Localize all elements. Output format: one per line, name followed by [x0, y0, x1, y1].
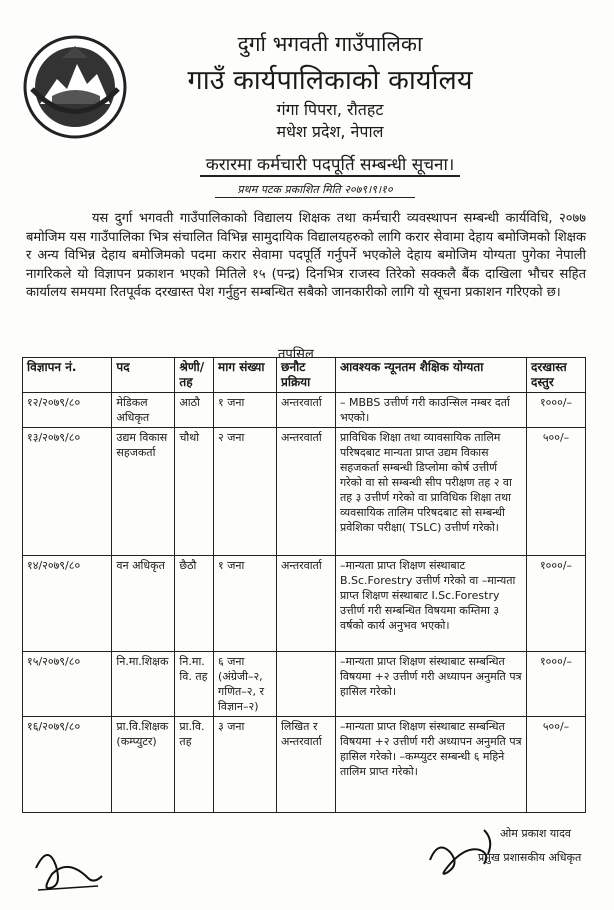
table-row	[23, 556, 586, 652]
cell-qualification: –मान्यता प्राप्त शिक्षण संस्थाबाट B.Sc.Forestry उत्तीर्ण गरेको वा –मान्यता प्राप्त शिक्षण संस्थाबाट I.Sc.Forestry उत्तीर्ण गरी सम्बन्धित विषयमा कम्तिमा ३ वर्षको कार्य अनुभव भएको।	[335, 556, 526, 652]
table-row	[23, 393, 586, 428]
cell-process	[277, 652, 336, 717]
cell-process: लिखित र अन्तरवार्ता	[277, 717, 336, 813]
nepal-government-emblem-icon	[22, 34, 128, 140]
cell-qualification: – MBBS उत्तीर्ण गरी काउन्सिल नम्बर दर्ता भएको।	[335, 393, 526, 428]
notice-body: यस दुर्गा भगवती गाउँपालिकाको विद्यालय शिक्षक तथा कर्मचारी व्यवस्थापन सम्बन्धी कार्यविधि, २०७७ बमोजिम यस गाउँपालिका भित्र संचालित विभिन्न सामुदायिक विद्यालयहरुको लागि करार सेवामा देहाय बमोजिमको शिक्षक र अन्य विभिन्न देहाय बमोजिमको पदमा करार सेवामा पदपूर्ति गर्नुपर्ने भएकोले देहाय बमोजिम योग्यता पुगेका नेपाली नागरिकले यो विज्ञापन प्रकाशन भएको मितिले १५ (पन्द्र) दिनभित्र राजस्व तिरेको सक्कलै बैंक दाखिला भौचर सहित कार्यालय समयमा रितपूर्वक दरखास्त पेश गर्नुहुन सम्बन्धित सबैको जानकारीको लागि यो सूचना प्रकाशन गरिएको छ।	[26, 211, 586, 300]
signatory-name: ओम प्रकाश यादव	[500, 827, 572, 840]
office-province: मधेश प्रदेश, नेपाल	[276, 122, 384, 141]
table-row	[23, 717, 586, 813]
table-row	[23, 652, 586, 717]
signatory-title: प्रमुख प्रशासकीय अधिकृत	[478, 851, 582, 864]
notice-title: करारमा कर्मचारी पदपूर्ति सम्बन्धी सूचना।	[200, 152, 460, 177]
cell-process: अन्तरवार्ता	[277, 556, 336, 652]
cell-count: ६ जना (अंग्रेजी–२, गणित–२, र विज्ञान–२)	[214, 652, 277, 717]
col-header-fee: दरखास्त दस्तुर	[527, 358, 586, 393]
cell-post: वन अधिकृत	[112, 556, 175, 652]
table-caption: तपसिल	[278, 347, 314, 362]
cell-count: ३ जना	[214, 717, 277, 813]
cell-ad-no: १३/२०७९/८०	[23, 428, 112, 556]
cell-ad-no: १४/२०७९/८०	[23, 556, 112, 652]
cell-fee: ५००/–	[527, 428, 586, 556]
cell-fee: ५००/–	[527, 717, 586, 813]
cell-process: अन्तरवार्ता	[277, 428, 336, 556]
cell-count: २ जना	[214, 428, 277, 556]
cell-level: चौथो	[175, 428, 214, 556]
cell-post: मेडिकल अधिकृत	[112, 393, 175, 428]
table-row	[23, 428, 586, 556]
office-name: गाउँ कार्यपालिकाको कार्यालय	[187, 65, 473, 96]
cell-post: उद्यम विकास सहजकर्ता	[112, 428, 175, 556]
first-published-date: प्रथम पटक प्रकाशित मिति २०७९।९।१०	[215, 182, 415, 198]
cell-ad-no: १५/२०७९/८०	[23, 652, 112, 717]
col-header-process: छनौट प्रक्रिया	[277, 358, 336, 393]
left-signature-icon	[28, 838, 108, 898]
cell-level: प्रा.वि. तह	[175, 717, 214, 813]
cell-level: नि.मा. वि. तह	[175, 652, 214, 717]
cell-qualification: –मान्यता प्राप्त शिक्षण संस्थाबाट सम्बन्धित विषयमा +२ उत्तीर्ण गरी अध्यापन अनुमति पत्र हासिल गरेको।	[335, 652, 526, 717]
vacancy-table	[22, 357, 586, 813]
cell-fee: १०००/–	[527, 393, 586, 428]
cell-process: अन्तरवार्ता	[277, 393, 336, 428]
cell-qualification: प्राविधिक शिक्षा तथा व्यावसायिक तालिम परिषदबाट मान्यता प्राप्त उद्यम विकास सहजकर्ता सम्बन्धी डिप्लोमा कोर्ष उत्तीर्ण गरेको वा सो सम्बन्धी सीप परीक्षण तह २ वा तह ३ उत्तीर्ण गरेको वा प्राविधिक शिक्षा तथा व्यवसायिक तालिम परिषदबाट सो सम्बन्धी प्रवेशिका परीक्षा( TSLC) उत्तीर्ण गरेको।	[335, 428, 526, 556]
col-header-qualification: आवश्यक न्यूनतम शैक्षिक योग्यता	[335, 358, 526, 393]
cell-fee: १०००/–	[527, 556, 586, 652]
cell-post: प्रा.वि.शिक्षक (कम्प्युटर)	[112, 717, 175, 813]
cell-count: १ जना	[214, 556, 277, 652]
cell-post: नि.मा.शिक्षक	[112, 652, 175, 717]
cell-qualification: –मान्यता प्राप्त शिक्षण संस्थाबाट सम्बन्धित विषयमा +२ उत्तीर्ण गरी अध्यापन अनुमति पत्र हासिल गरेको। –कम्प्युटर सम्बन्धी ६ महिने तालिम प्राप्त गरेको।	[335, 717, 526, 813]
cell-ad-no: १६/२०७९/८०	[23, 717, 112, 813]
table-header-row	[23, 358, 586, 393]
cell-fee: १०००/–	[527, 652, 586, 717]
col-header-count: माग संख्या	[214, 358, 277, 393]
cell-ad-no: १२/२०७९/८०	[23, 393, 112, 428]
cell-level: छैठौ	[175, 556, 214, 652]
cell-level: आठौ	[175, 393, 214, 428]
col-header-ad-no: विज्ञापन नं.	[23, 358, 112, 393]
cell-count: १ जना	[214, 393, 277, 428]
office-location: गंगा पिपरा, रौतहट	[276, 100, 384, 119]
col-header-post: पद	[112, 358, 175, 393]
col-header-level: श्रेणी/ तह	[175, 358, 214, 393]
municipality-name: दुर्गा भगवती गाउँपालिका	[237, 32, 423, 56]
